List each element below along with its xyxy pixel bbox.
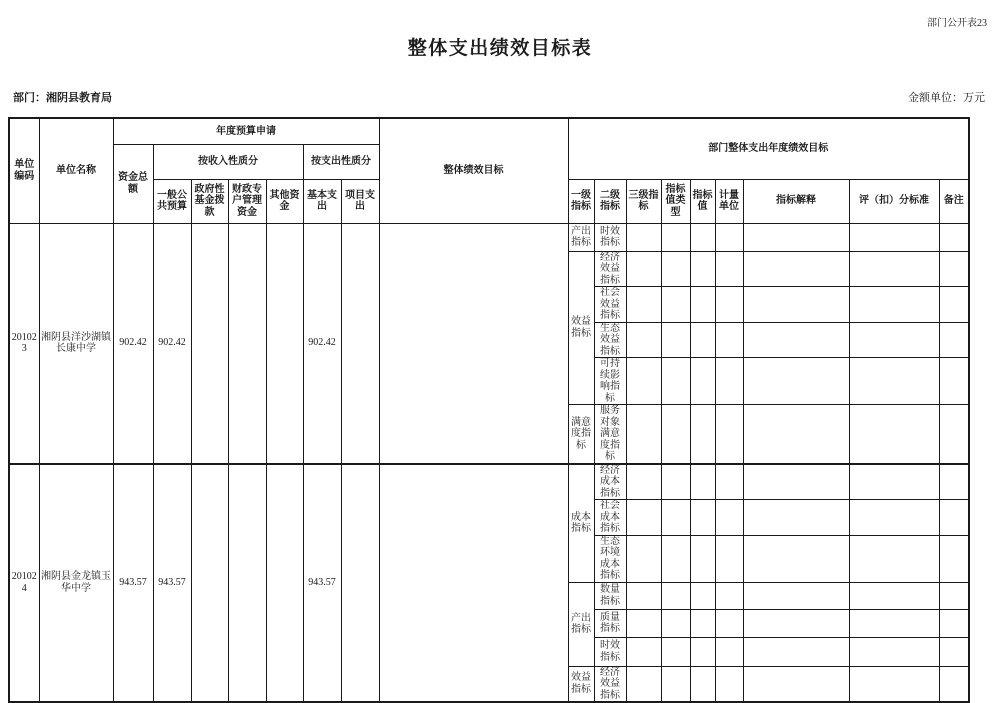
cell-scoring [849,405,939,464]
cell-explanation [743,666,849,702]
cell-explanation [743,287,849,323]
cell-level3 [626,358,661,405]
cell-level3 [626,500,661,536]
cell-total-funds: 902.42 [113,223,153,464]
page-title: 整体支出绩效目标表 [407,38,593,59]
cell-value-type [661,582,690,609]
cell-unit [715,666,743,702]
header-level1: 一级指标 [568,179,594,223]
cell-unit-name: 湘阴县金龙镇玉华中学 [39,464,113,703]
cell-remark [939,322,969,358]
cell-level2: 服务对象满意度指标 [594,405,626,464]
cell-level3 [626,405,661,464]
cell-level1: 效益指标 [568,251,594,405]
header-unit: 计量单位 [715,179,743,223]
cell-general-public-budget: 902.42 [153,223,191,464]
cell-level3 [626,637,661,666]
cell-level2: 经济效益指标 [594,251,626,287]
cell-explanation [743,500,849,536]
cell-level2: 社会成本指标 [594,500,626,536]
cell-level3 [626,322,661,358]
cell-level2: 数量指标 [594,582,626,609]
header-annual-budget-request: 年度预算申请 [113,118,379,144]
cell-value [690,582,715,609]
cell-level3 [626,464,661,500]
cell-level2: 经济效益指标 [594,666,626,702]
cell-value [690,666,715,702]
cell-value [690,287,715,323]
cell-unit [715,535,743,582]
cell-value [690,405,715,464]
cell-value [690,609,715,637]
header-unit-code: 单位编码 [9,118,39,223]
header-gov-fund-appropriation: 政府性基金拨款 [191,179,228,223]
department-label: 部门：湘阴县教育局 [13,92,112,104]
cell-remark [939,251,969,287]
cell-level1: 产出指标 [568,582,594,666]
cell-unit [715,609,743,637]
cell-overall-target [379,223,568,464]
cell-level1: 产出指标 [568,223,594,251]
cell-project-expense [341,464,379,703]
header-level2: 二级指标 [594,179,626,223]
cell-gov-fund [191,223,228,464]
cell-value [690,500,715,536]
cell-unit [715,358,743,405]
header-scoring: 评（扣）分标准 [849,179,939,223]
cell-value-type [661,251,690,287]
cell-value-type [661,609,690,637]
cell-unit [715,251,743,287]
cell-level3 [626,582,661,609]
cell-level1: 成本指标 [568,464,594,583]
cell-level2: 经济成本指标 [594,464,626,500]
cell-remark [939,358,969,405]
cell-scoring [849,637,939,666]
cell-remark [939,287,969,323]
cell-project-expense [341,223,379,464]
cell-value-type [661,287,690,323]
cell-unit-code: 201023 [9,223,39,464]
cell-explanation [743,223,849,251]
cell-explanation [743,405,849,464]
cell-scoring [849,223,939,251]
cell-value [690,535,715,582]
cell-fiscal-account [228,223,266,464]
cell-value [690,464,715,500]
header-value: 指标值 [690,179,715,223]
cell-level2: 时效指标 [594,637,626,666]
cell-scoring [849,251,939,287]
header-dept-annual-perf-target: 部门整体支出年度绩效目标 [568,118,969,179]
cell-unit [715,464,743,500]
cell-level2: 质量指标 [594,609,626,637]
cell-level2: 社会效益指标 [594,287,626,323]
cell-remark [939,582,969,609]
cell-scoring [849,322,939,358]
cell-value-type [661,405,690,464]
header-overall-perf-target: 整体绩效目标 [379,118,568,223]
cell-level3 [626,251,661,287]
cell-remark [939,405,969,464]
cell-level2: 生态环境成本指标 [594,535,626,582]
header-level3: 三级指标 [626,179,661,223]
cell-fiscal-account [228,464,266,703]
cell-other-funds [266,464,303,703]
cell-basic-expense: 902.42 [303,223,341,464]
cell-value-type [661,358,690,405]
cell-scoring [849,609,939,637]
cell-unit [715,582,743,609]
performance-target-table [8,117,970,703]
header-by-expense-nature: 按支出性质分 [303,144,379,179]
header-remark: 备注 [939,179,969,223]
cell-scoring [849,358,939,405]
cell-level1: 满意度指标 [568,405,594,464]
cell-explanation [743,464,849,500]
cell-unit [715,637,743,666]
cell-unit [715,405,743,464]
header-value-type: 指标值类型 [661,179,690,223]
cell-remark [939,223,969,251]
cell-level1: 效益指标 [568,666,594,702]
cell-explanation [743,535,849,582]
table-row [9,464,969,500]
cell-value-type [661,637,690,666]
cell-level3 [626,666,661,702]
cell-value-type [661,322,690,358]
cell-remark [939,535,969,582]
cell-unit [715,287,743,323]
cell-value [690,322,715,358]
cell-other-funds [266,223,303,464]
cell-scoring [849,582,939,609]
cell-unit-code: 201024 [9,464,39,703]
cell-level2: 时效指标 [594,223,626,251]
cell-remark [939,500,969,536]
cell-value [690,223,715,251]
cell-basic-expense: 943.57 [303,464,341,703]
cell-remark [939,666,969,702]
cell-explanation [743,609,849,637]
cell-overall-target [379,464,568,703]
cell-explanation [743,251,849,287]
cell-remark [939,637,969,666]
cell-unit-name: 湘阴县洋沙湖镇长康中学 [39,223,113,464]
cell-level3 [626,609,661,637]
cell-level3 [626,223,661,251]
header-unit-name: 单位名称 [39,118,113,223]
header-general-public-budget: 一般公共预算 [153,179,191,223]
header-explanation: 指标解释 [743,179,849,223]
cell-general-public-budget: 943.57 [153,464,191,703]
cell-value [690,251,715,287]
cell-value-type [661,464,690,500]
cell-gov-fund [191,464,228,703]
cell-value-type [661,223,690,251]
cell-unit [715,223,743,251]
header-other-funds: 其他资金 [266,179,303,223]
cell-value-type [661,535,690,582]
cell-level3 [626,287,661,323]
header-by-income-nature: 按收入性质分 [153,144,303,179]
header-basic-expense: 基本支出 [303,179,341,223]
cell-explanation [743,582,849,609]
cell-remark [939,609,969,637]
amount-unit-label: 金额单位：万元 [908,92,985,104]
cell-remark [939,464,969,500]
cell-explanation [743,637,849,666]
header-fiscal-special-account: 财政专户管理资金 [228,179,266,223]
header-project-expense: 项目支出 [341,179,379,223]
cell-value-type [661,666,690,702]
cell-level2: 生态效益指标 [594,322,626,358]
cell-total-funds: 943.57 [113,464,153,703]
header-total-funds: 资金总额 [113,144,153,223]
cell-value [690,358,715,405]
cell-unit [715,322,743,358]
cell-scoring [849,666,939,702]
cell-scoring [849,535,939,582]
cell-level3 [626,535,661,582]
cell-explanation [743,322,849,358]
cell-level2: 可持续影响指标 [594,358,626,405]
cell-explanation [743,358,849,405]
cell-scoring [849,500,939,536]
cell-value-type [661,500,690,536]
cell-scoring [849,287,939,323]
table-row [9,223,969,251]
corner-label: 部门公开表23 [927,18,987,29]
cell-value [690,637,715,666]
cell-scoring [849,464,939,500]
cell-unit [715,500,743,536]
